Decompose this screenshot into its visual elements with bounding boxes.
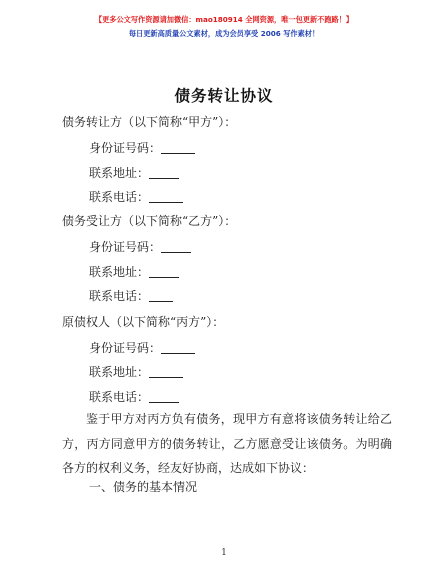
party-c-address-line: [89, 363, 183, 380]
party-a-id-label: 身份证号码：: [89, 141, 162, 155]
party-c-phone-line: [89, 388, 179, 405]
party-a-heading: 债务转让方（以下简称“甲方”）：: [62, 115, 237, 129]
party-b-id-blank: [161, 240, 191, 253]
party-c-id-line: [89, 339, 195, 356]
document-title: 债务转让协议: [174, 86, 274, 105]
party-b-id-line: [89, 238, 191, 255]
party-b-heading: 债务受让方（以下简称“乙方”）：: [62, 214, 237, 228]
party-a-address-label: 联系地址：: [89, 166, 150, 180]
party-c-heading: 原债权人（以下简称“丙方”）：: [62, 315, 225, 329]
party-a-id-blank: [161, 141, 195, 154]
party-b-phone-blank: [149, 289, 173, 302]
party-b-address-label: 联系地址：: [89, 265, 150, 279]
party-a-phone-line: [89, 188, 183, 205]
section-heading-1: 一、债务的基本情况: [89, 480, 198, 494]
party-c-id-blank: [161, 341, 195, 354]
recital-paragraph: 鉴于甲方对丙方负有债务，现甲方有意将该债务转让给乙方，丙方同意甲方的债务转让，乙方愿意受让该债务。为明确各方的权利义务，经友好协商，达成如下协议：: [62, 412, 392, 475]
party-c-phone-label: 联系电话：: [89, 390, 150, 404]
party-a-phone-blank: [149, 190, 183, 203]
promo-banner-line-1: 【更多公文写作资源请加微信：mao180914 全网资源，唯一包更新不跑路！】: [94, 15, 354, 24]
party-c-id-label: 身份证号码：: [89, 341, 162, 355]
party-c-phone-blank: [149, 390, 179, 403]
party-b-id-label: 身份证号码：: [89, 240, 162, 254]
party-b-phone-label: 联系电话：: [89, 289, 150, 303]
party-c-address-blank: [149, 365, 183, 378]
party-c-address-label: 联系地址：: [89, 365, 150, 379]
promo-banner-line-2: 每日更新高质量公文素材，成为会员享受 2006 写作素材！: [128, 29, 320, 38]
party-b-address-line: [89, 263, 179, 280]
party-b-address-blank: [149, 265, 179, 278]
page-number: 1: [221, 548, 227, 558]
party-b-phone-line: [89, 287, 173, 304]
party-a-address-blank: [149, 166, 179, 179]
party-a-id-line: [89, 139, 195, 156]
party-a-phone-label: 联系电话：: [89, 190, 150, 204]
party-a-address-line: [89, 164, 179, 181]
